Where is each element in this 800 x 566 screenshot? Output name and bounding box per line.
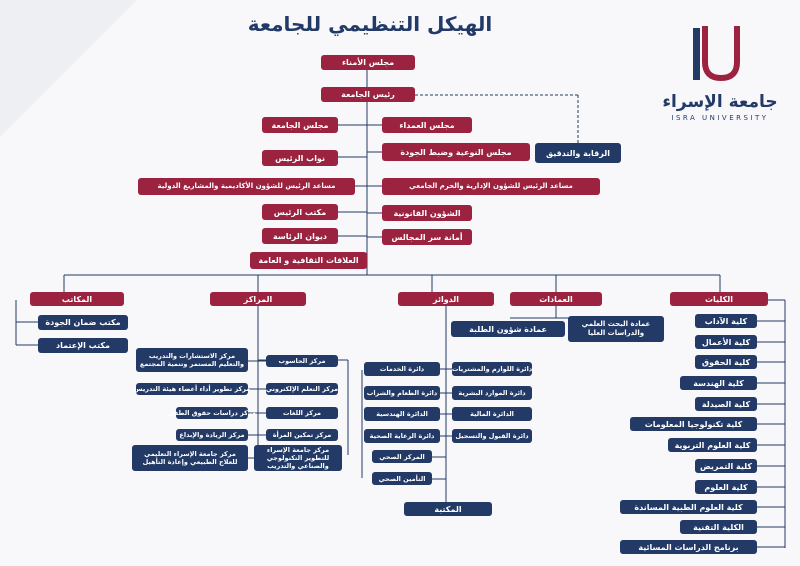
college-item: كلية الحقوق xyxy=(695,355,757,369)
dept-procurement-box: دائرة اللوازم والمشتريات xyxy=(452,362,532,376)
president-box: رئيس الجامعة xyxy=(321,87,415,102)
deanships-header: العمادات xyxy=(510,292,602,306)
college-item: برنامج الدراسات المسائية xyxy=(620,540,757,554)
center-child-rights-box: مركز دراسات حقوق الطفل xyxy=(167,409,257,417)
college-item: كلية تكنولوجيا المعلومات xyxy=(630,417,757,431)
deans-council-box: مجلس العمداء xyxy=(382,117,472,133)
audit-box: الرقابة والتدقيق xyxy=(535,143,621,163)
library-box: المكتبة xyxy=(404,502,492,516)
iu-logo-icon xyxy=(655,18,785,90)
asst-academic-box: مساعد الرئيس للشؤون الأكاديمية والمشاريع الدولية xyxy=(138,178,355,195)
centers-header: المراكز xyxy=(210,292,306,306)
logo-arabic: جامعة الإسراء xyxy=(662,92,778,112)
center-women-box: مركز تمكين المرأة xyxy=(266,429,338,441)
offices-header: المكاتب xyxy=(30,292,124,306)
colleges-header: الكليات xyxy=(670,292,768,306)
center-elearning-box: مركز التعلم الإلكتروني xyxy=(265,385,339,393)
college-item: كلية العلوم التربوية xyxy=(668,438,757,452)
college-item: كلية العلوم xyxy=(695,480,757,494)
deanship-research-box: عمادة البحث العلمي والدراسات العليا xyxy=(568,316,664,342)
president-office-box: مكتب الرئيس xyxy=(262,204,338,220)
deanship-students-box: عمادة شؤون الطلبة xyxy=(451,321,565,337)
vice-presidents-box: نواب الرئيس xyxy=(262,150,338,166)
university-logo xyxy=(655,18,785,128)
departments-header: الدوائر xyxy=(398,292,494,306)
cultural-relations-box: العلاقات الثقافية و العامة xyxy=(250,252,367,269)
health-insurance-box: التأمين الصحي xyxy=(372,472,432,485)
college-item: كلية الأعمال xyxy=(695,335,757,349)
center-tech-dev-box: مركز جامعة الإسراء للتطوير التكنولوجي والصناعي والتدريب xyxy=(254,445,342,471)
center-consulting-box: مركز الاستشارات والتدريب والتعليم المستمر وتنمية المجتمع xyxy=(136,348,248,372)
college-item: كلية التمريض xyxy=(695,459,757,473)
center-entrepreneurship-box: مركز الريادة والإبداع xyxy=(176,429,248,441)
office-quality-box: مكتب ضمان الجودة xyxy=(38,315,128,330)
trustees-box: مجلس الأمناء xyxy=(321,55,415,70)
college-item: الكلية التقنية xyxy=(680,520,757,534)
dept-hr-box: دائرة الموارد البشرية xyxy=(452,386,532,400)
university-council-box: مجلس الجامعة xyxy=(262,117,338,133)
center-physio-box: مركز جامعة الإسراء التعليمي للعلاج الطبيعي وإعادة التأهيل xyxy=(132,445,248,471)
college-item: كلية الهندسة xyxy=(680,376,757,390)
dept-healthcare-box: دائرة الرعاية الصحية xyxy=(364,429,440,443)
dept-finance-box: الدائرة المالية xyxy=(452,407,532,421)
dept-food-box: دائرة الطعام والشراب xyxy=(364,386,440,400)
college-item: كلية الصيدلة xyxy=(695,397,757,411)
quality-council-box: مجلس النوعية وضبط الجودة xyxy=(382,143,530,161)
asst-admin-box: مساعد الرئيس للشؤون الإدارية والحرم الجامعي xyxy=(382,178,600,195)
center-faculty-dev-box: مركز تطوير أداء أعضاء هيئة التدريس xyxy=(133,385,251,393)
logo-english: ISRA UNIVERSITY xyxy=(671,114,769,122)
presidency-diwan-box: ديوان الرئاسة xyxy=(262,228,338,244)
page-title: الهيكل التنظيمي للجامعة xyxy=(247,12,493,36)
center-computer-box: مركز الحاسوب xyxy=(266,355,338,367)
councils-secretary-box: أمانة سر المجالس xyxy=(382,229,472,245)
center-languages-box: مركز اللغات xyxy=(266,407,338,419)
health-center-box: المركز الصحي xyxy=(372,450,432,463)
dept-admission-box: دائرة القبول والتسجيل xyxy=(452,429,532,443)
college-item: كلية العلوم الطبية المساندة xyxy=(620,500,757,514)
dept-services-box: دائرة الخدمات xyxy=(364,362,440,376)
college-item: كلية الآداب xyxy=(695,314,757,328)
legal-box: الشؤون القانونية xyxy=(382,205,472,221)
office-accreditation-box: مكتب الإعتماد xyxy=(38,338,128,353)
dept-engineering-box: الدائرة الهندسية xyxy=(364,407,440,421)
